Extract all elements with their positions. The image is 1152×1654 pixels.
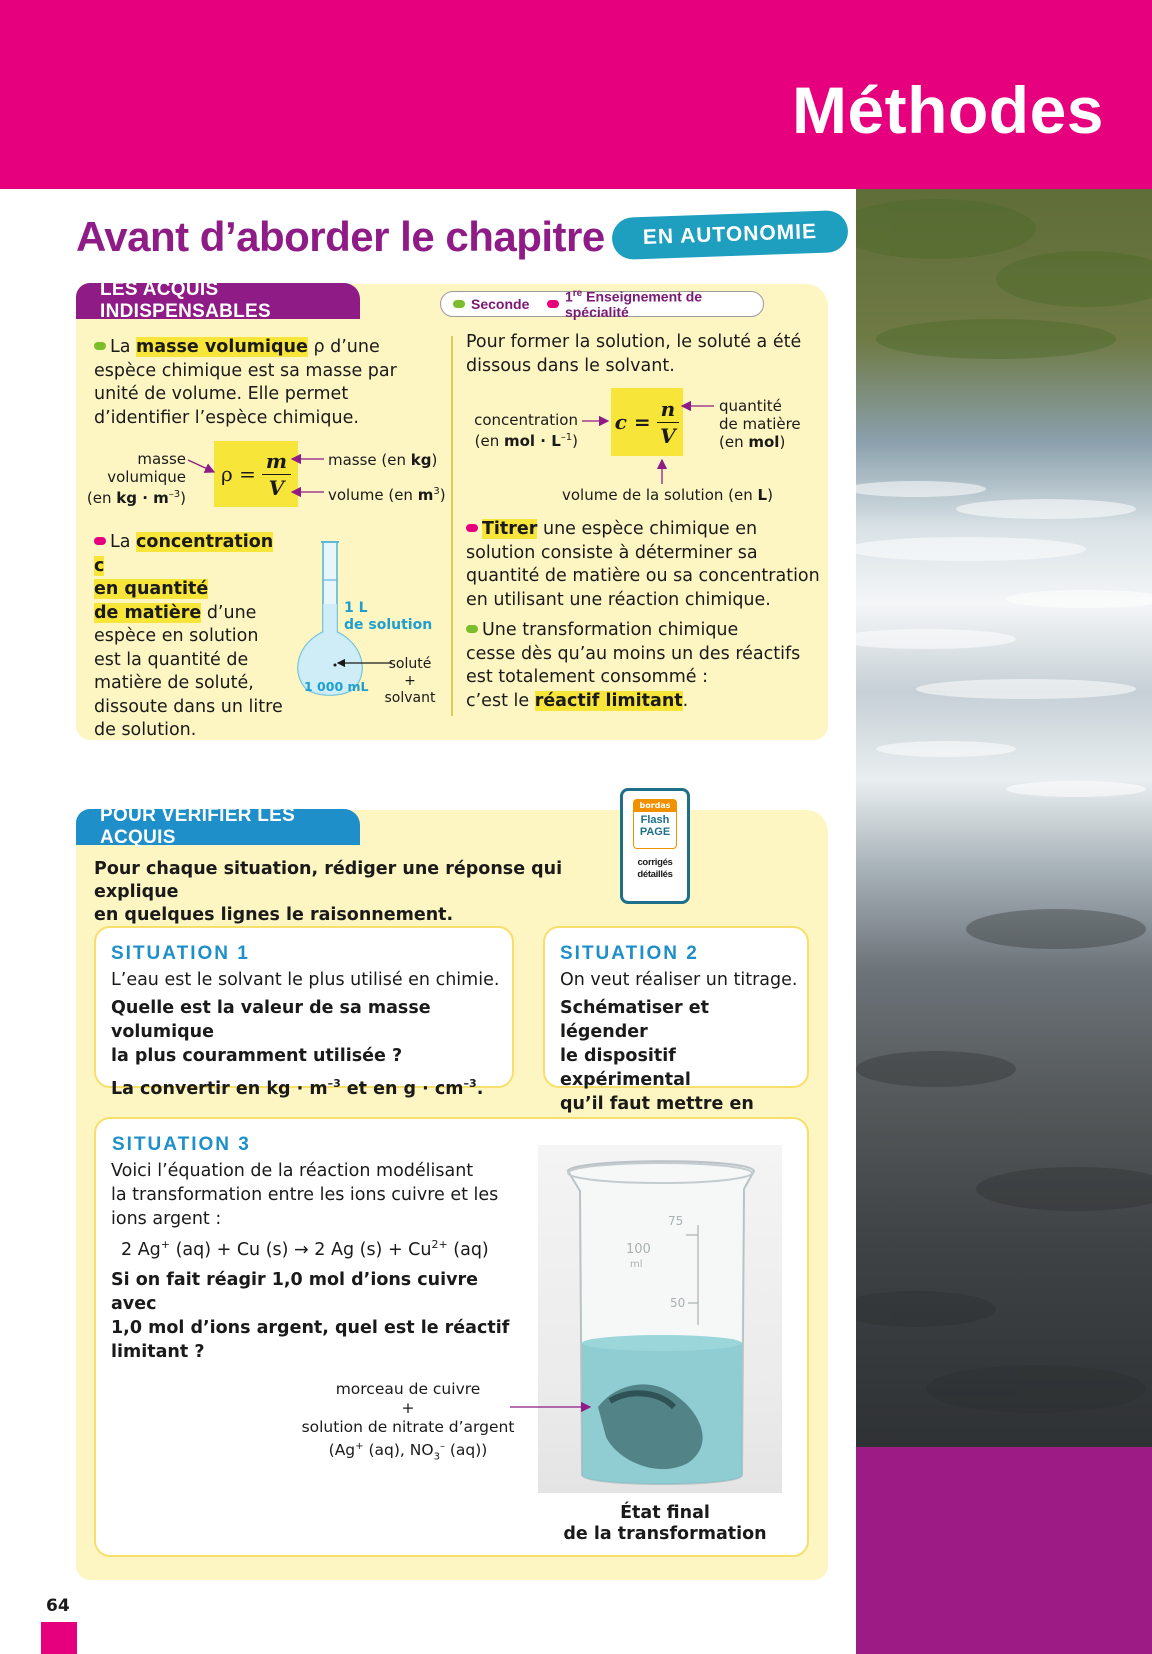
reactif-limitant-text: Une transformation chimique cesse dès qu’au moins un des réactifs est totalement consommé : c’est le réactif limitant.: [466, 620, 801, 711]
situation-2-title: SITUATION 2: [560, 943, 699, 964]
acquis-tab: LES ACQUIS INDISPENSABLES: [76, 283, 360, 319]
volume-label: volume (en $m^3$): [328, 486, 446, 504]
flask-label: 1 L de solution: [344, 600, 433, 633]
solute-label: soluté + solvant: [384, 656, 436, 706]
purple-corner-block: [856, 1447, 1152, 1654]
masse-volumique-text: La masse volumique ρ d’une espèce chimique est sa masse par unité de volume. Elle permet d’identifier l’espèce chimique.: [94, 337, 397, 428]
masse-volumique-arrows: [186, 440, 336, 510]
masse-volumique-label: masse volumique (en kg · $m^{-3}$): [86, 450, 186, 507]
beaker-mark-100: 100: [626, 1242, 651, 1257]
legend-item-premiere: 1re Enseignement de spécialité: [547, 288, 763, 321]
solution-intro: Pour former la solution, le soluté a été dissous dans le solvant.: [466, 332, 802, 376]
verifier-tab: POUR VÉRIFIER LES ACQUIS: [76, 809, 360, 845]
titrer-text: Titrer une espèce chimique en solution consiste à déterminer sa quantité de matière ou sa concentration en utilisant une réaction chimique.: [466, 519, 820, 610]
river-photo: [856, 189, 1152, 1447]
pink-dot-icon: [94, 537, 106, 545]
river-photo-texture: [856, 189, 1152, 1447]
situation-3-text: Voici l’équation de la réaction modélisant la transformation entre les ions cuivre et les ions argent : 2 Ag+ (aq) + Cu (s) → 2 Ag $(s) + Cu^{2+}$ (aq) Si on fait réagir 1,0 mol d’ions cuivre avec 1,0 mol d’ions argent, quel est le réactif limitant ?: [111, 1161, 510, 1362]
legend-item-seconde: Seconde: [453, 296, 529, 312]
quantite-label: quantité de matière (en mol): [719, 397, 801, 451]
page-marker: [41, 1622, 77, 1654]
green-dot-icon: [453, 300, 465, 308]
beaker-mark-ml: ml: [630, 1259, 643, 1270]
beaker-mark-50: 50: [670, 1296, 686, 1310]
section-title: Avant d’aborder le chapitre: [76, 213, 605, 260]
page-number: 64: [46, 1596, 70, 1616]
instructions: Pour chaque situation, rédiger une réponse qui explique en quelques lignes le raisonnement.: [94, 859, 563, 925]
beaker-caption: morceau de cuivre + solution de nitrate d’argent (Ag+ (aq), $NO_3^-$ (aq)): [301, 1380, 515, 1463]
masse-volumique-formula: ρ = $\frac{m}{V}$: [214, 441, 298, 507]
header-title: Méthodes: [791, 73, 1104, 147]
beaker-arrow: [508, 1401, 594, 1413]
flask-volume: 1 000 mL: [304, 679, 369, 694]
column-separator: [451, 336, 453, 716]
situation-1-text: L’eau est le solvant le plus utilisé en chimie. Quelle est la valeur de sa masse volumique la plus couramment utilisée ? La convertir en kg · $m^{-3}$ et en $g \cdot cm^{-3}$.: [111, 970, 500, 1099]
green-dot-icon: [466, 625, 478, 633]
beaker-drawing: [538, 1145, 782, 1493]
etat-final-caption: État final de la transformation: [563, 1503, 767, 1544]
level-legend: [440, 287, 764, 321]
pink-dot-icon: [547, 300, 559, 308]
beaker-mark-75: 75: [668, 1214, 684, 1228]
reaction-equation: 2 Ag+ (aq) + Cu (s) → 2 Ag $(s) + Cu^{2+}$ (aq): [121, 1238, 489, 1260]
autonomie-badge: EN AUTONOMIE: [611, 210, 848, 260]
masse-label: masse (en kg): [328, 451, 438, 469]
concentration-formula: c = $\frac{n}{V}$: [611, 388, 683, 456]
concentration-label: concentration (en mol · $L^{-1}$): [474, 411, 578, 450]
flash-page-badge[interactable]: bordas Flash PAGE corrigés détaillés: [620, 788, 690, 904]
volume-solution-label: volume de la solution (en L): [562, 486, 773, 504]
situation-1-title: SITUATION 1: [111, 943, 250, 964]
concentration-text: La concentration c en quantité de matière d’une espèce en solution est la quantité de matière de soluté, dissoute dans un litre de solution.: [94, 532, 283, 740]
situation-2-text: On veut réaliser un titrage. Schématiser et légender le dispositif expérimental qu’il faut mettre en: [560, 970, 798, 1114]
pink-dot-icon: [466, 524, 478, 532]
flash-page-logo: bordas Flash PAGE: [633, 799, 677, 849]
green-dot-icon: [94, 342, 106, 350]
concentration-arrows: [580, 396, 720, 486]
situation-3-title: SITUATION 3: [112, 1134, 251, 1155]
beaker-photo: [538, 1145, 782, 1493]
